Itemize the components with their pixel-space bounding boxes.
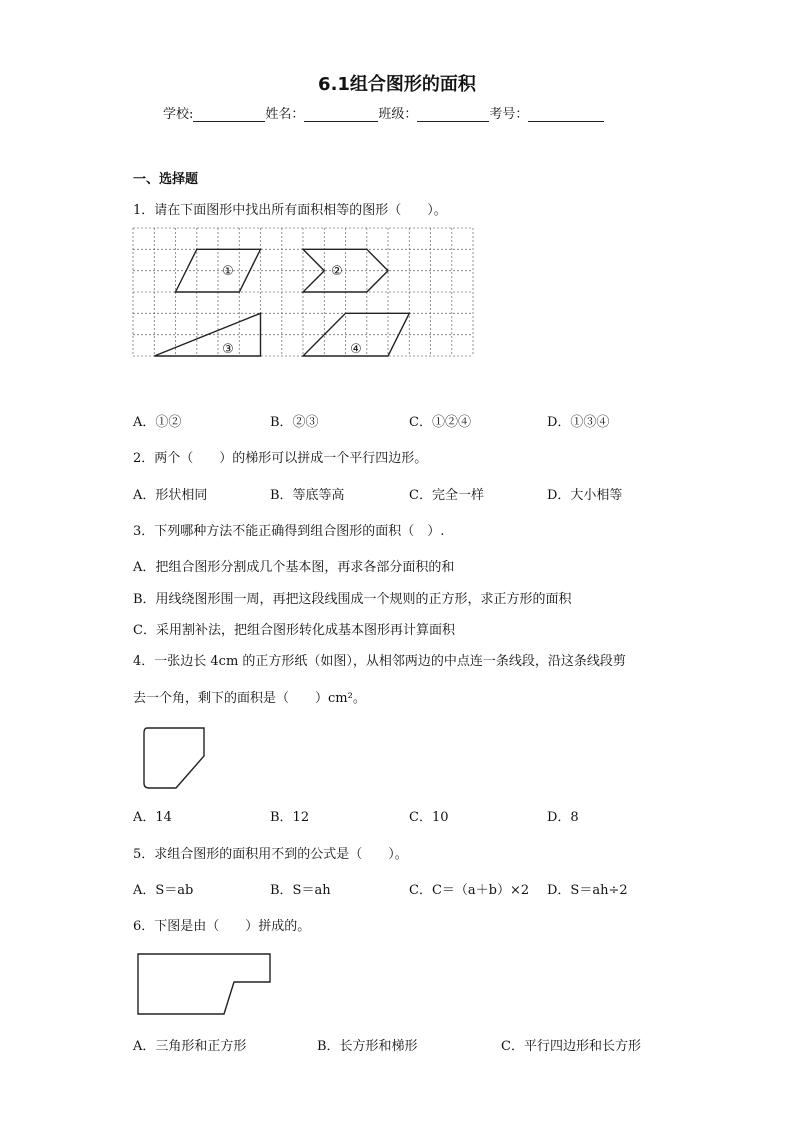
q3-option-c[interactable]: C．采用割补法，把组合图形转化成基本图形再计算面积: [133, 623, 455, 638]
shape-1-label: ①: [222, 264, 234, 279]
q2-stem: 2．两个（ ）的梯形可以拼成一个平行四边形。: [133, 451, 428, 466]
q1-option-d[interactable]: D．①③④: [547, 415, 610, 430]
shape-3-label: ③: [222, 342, 234, 357]
q6-option-b[interactable]: B．长方形和梯形: [317, 1039, 418, 1054]
q3-option-a[interactable]: A．把组合图形分割成几个基本图，再求各部分面积的和: [133, 560, 455, 575]
q1-stem: 1．请在下面图形中找出所有面积相等的图形（ ）。: [133, 203, 447, 218]
q4-stem-line1: 4．一张边长 4cm 的正方形纸（如图），从相邻两边的中点连一条线段，沿这条线段剪: [133, 654, 626, 669]
q2-option-b[interactable]: B．等底等高: [270, 488, 345, 503]
q6-composite-figure: [136, 952, 274, 1018]
q4-option-a[interactable]: A．14: [133, 810, 172, 825]
q2-option-c[interactable]: C．完全一样: [409, 488, 484, 503]
q1-option-c[interactable]: C．①②④: [409, 415, 471, 430]
q5-option-d[interactable]: D．S＝ah÷2: [547, 883, 628, 898]
shape-4-label: ④: [350, 342, 362, 357]
school-label: 学校:: [163, 107, 194, 122]
q6-stem: 6．下图是由（ ）拼成的。: [133, 919, 311, 934]
q2-option-a[interactable]: A．形状相同: [133, 488, 208, 503]
q4-stem-line2: 去一个角，剩下的面积是（ ）cm²。: [133, 691, 366, 706]
q5-option-b[interactable]: B．S＝ah: [270, 883, 331, 898]
exam-no-blank: [528, 107, 604, 122]
q3-stem: 3．下列哪种方法不能正确得到组合图形的面积（ ）.: [133, 524, 445, 539]
q2-option-d[interactable]: D．大小相等: [547, 488, 623, 503]
q5-option-a[interactable]: A．S＝ab: [133, 883, 194, 898]
page-title: 6.1组合图形的面积: [318, 74, 476, 95]
section-heading: 一、选择题: [133, 172, 199, 187]
school-blank: [193, 107, 265, 122]
class-blank: [417, 107, 489, 122]
q1-grid-figure: [132, 227, 475, 360]
q1-option-b[interactable]: B．②③: [270, 415, 319, 430]
q3-option-b[interactable]: B．用线绕图形围一周，再把这段线围成一个规则的正方形，求正方形的面积: [133, 592, 572, 607]
name-blank: [304, 107, 378, 122]
q6-option-c[interactable]: C．平行四边形和长方形: [501, 1039, 641, 1054]
class-label: 班级：: [378, 107, 418, 122]
exam-no-label: 考号：: [489, 107, 529, 122]
q1-option-a[interactable]: A．①②: [133, 415, 182, 430]
q4-option-b[interactable]: B．12: [270, 810, 310, 825]
q4-option-d[interactable]: D．8: [547, 810, 579, 825]
q5-option-c[interactable]: C．C＝（a＋b）×2: [409, 883, 530, 898]
q4-option-c[interactable]: C．10: [409, 810, 449, 825]
shape-2-label: ②: [331, 264, 343, 279]
q6-option-a[interactable]: A．三角形和正方形: [133, 1039, 247, 1054]
name-label: 姓名：: [265, 107, 305, 122]
q5-stem: 5．求组合图形的面积用不到的公式是（ ）。: [133, 847, 408, 862]
q4-cut-square-figure: [140, 724, 210, 792]
header-fields: [163, 103, 604, 122]
